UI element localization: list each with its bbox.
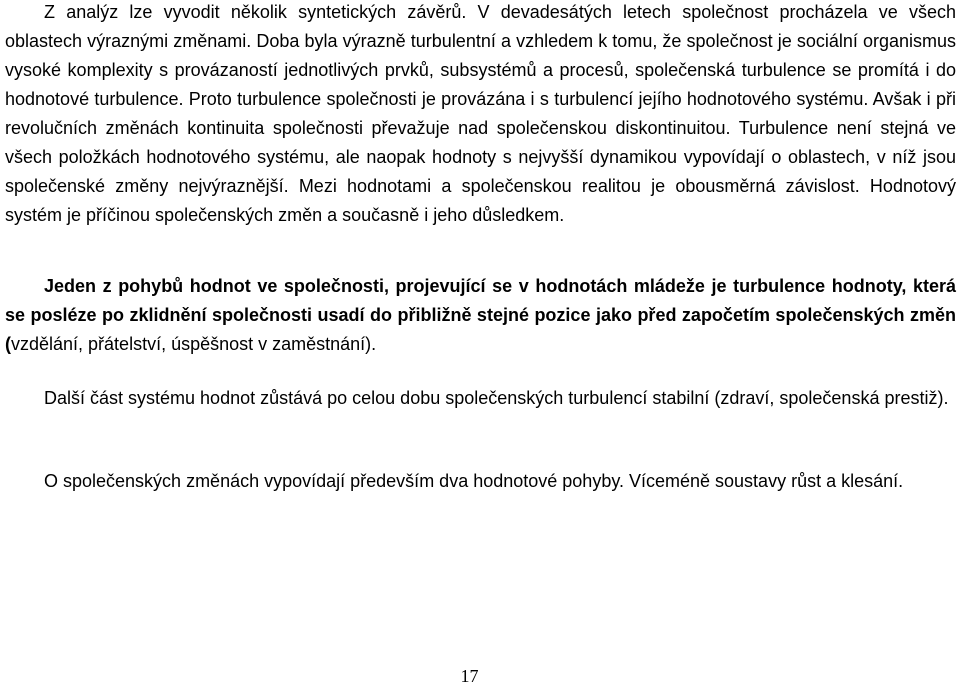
paragraph-conclusions: Z analýz lze vyvodit několik syntetických závěrů. V devadesátých letech společnost procházela ve všech oblastech výraznými změnami. Doba byla výrazně turbulentní a vzhledem k tomu, že společnost je sociální organismus vysoké komplexity s provázaností jednotlivých prvků, subsystémů a procesů, společenská turbulence se promítá i do hodnotové turbulence. Proto turbulence společnosti je provázána i s turbulencí jejího hodnotového systému. Avšak i při revolučních změnách kontinuita společnosti převažuje nad společenskou diskontinuitou. Turbulence není stejná ve všech položkách hodnotového systému, ale naopak hodnoty s nejvyšší dynamikou vypovídají o oblastech, v níž jsou společenské změny nejvýraznější. Mezi hodnotami a společenskou realitou je obousměrná závislost. Hodnotový systém je příčinou společenských změn a současně i jeho důsledkem. (5, 2, 956, 225)
paragraph-value-turbulence-bold: Jeden z pohybů hodnot ve společnosti, projevující se v hodnotách mládeže je turbulence hodnoty, která se posléze po zklidnění společnosti usadí do přibližně stejné pozice jako před započetím společenských změn ( (5, 276, 956, 354)
paragraph-value-movements: O společenských změnách vypovídají především dva hodnotové pohyby. Víceméně soustavy růst a klesání. (44, 471, 904, 491)
paragraph-value-turbulence-examples: vzdělání, přátelství, úspěšnost v zaměstnání). (11, 334, 377, 354)
page-number: 17 (460, 666, 479, 686)
paragraph-value-turbulence (5, 272, 956, 359)
paragraph-stable-values: Další část systému hodnot zůstává po celou dobu společenských turbulencí stabilní (zdraví, společenská prestiž). (44, 388, 949, 408)
